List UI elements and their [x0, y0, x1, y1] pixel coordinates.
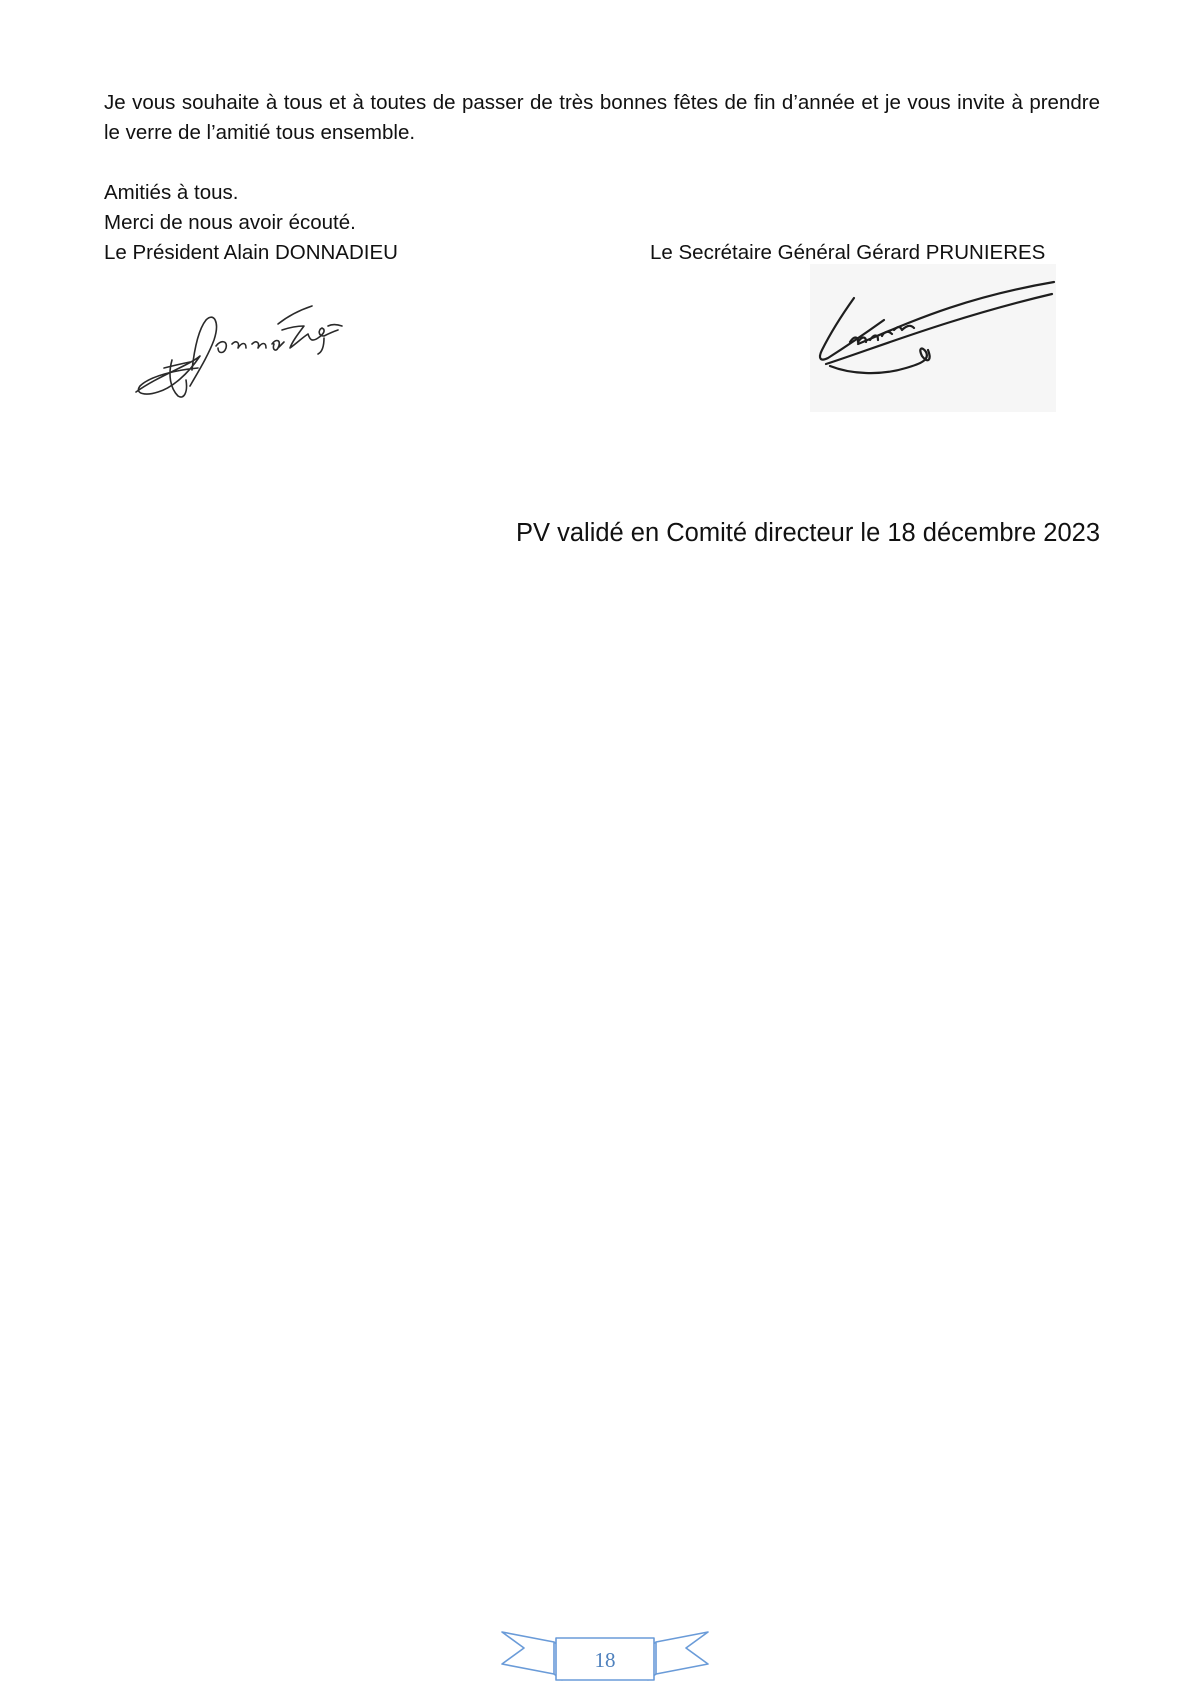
- secretary-signature: [810, 264, 1056, 412]
- president-signatory: Le Président Alain DONNADIEU: [104, 241, 398, 264]
- president-signature: [128, 296, 348, 416]
- validation-statement: PV validé en Comité directeur le 18 décembre 2023: [516, 519, 1100, 547]
- closing-greeting: Amitiés à tous.: [104, 181, 239, 204]
- closing-paragraph: Je vous souhaite à tous et à toutes de passer de très bonnes fêtes de fin d’année et je vous invite à prendre le verre de l’amitié tous ensemble.: [104, 91, 1100, 144]
- page-number: 18: [594, 1648, 616, 1672]
- thanks-line: Merci de nous avoir écouté.: [104, 211, 356, 234]
- secretary-signatory: Le Secrétaire Général Gérard PRUNIERES: [650, 241, 1046, 264]
